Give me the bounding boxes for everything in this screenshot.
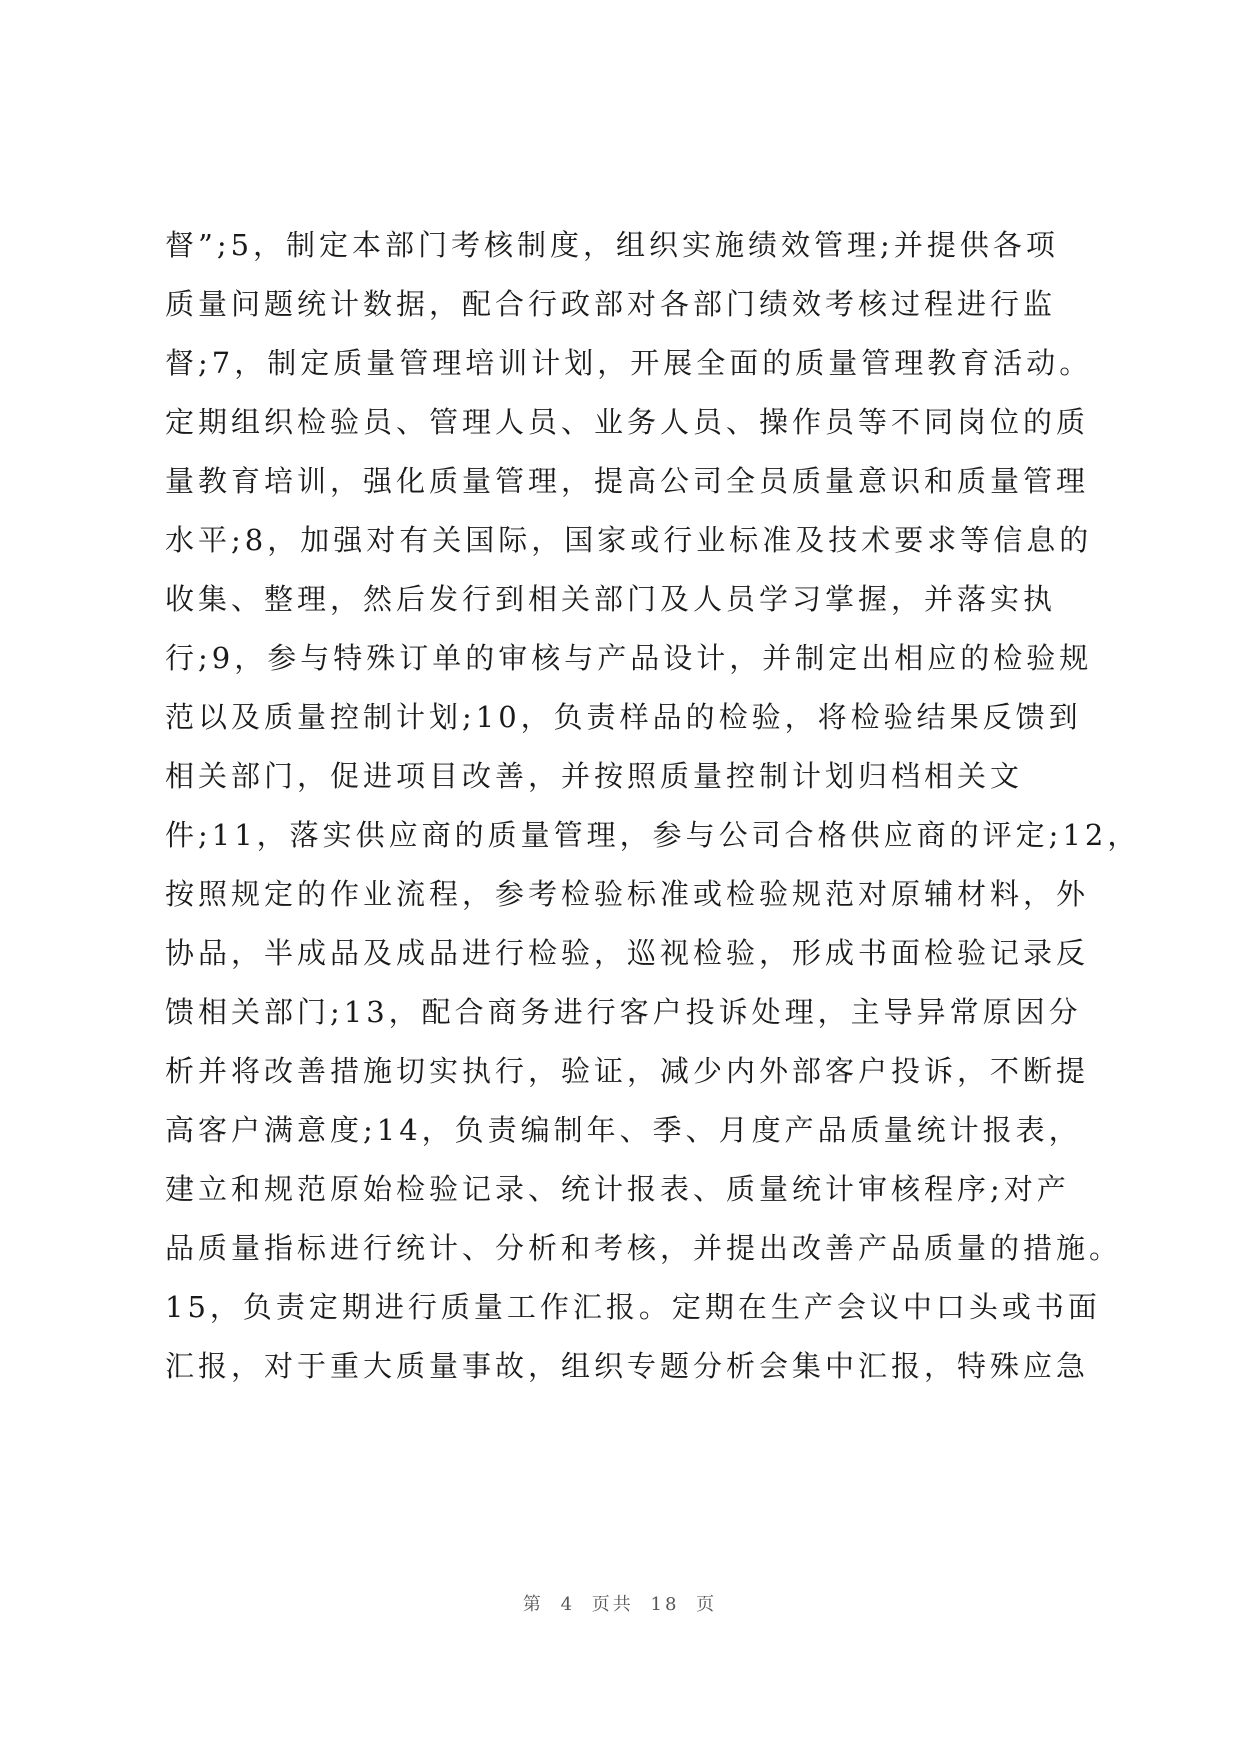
text-line: 按照规定的作业流程，参考检验标准或检验规范对原辅材料，外 — [165, 877, 1090, 911]
text-line: 量教育培训，强化质量管理，提高公司全员质量意识和质量管理 — [165, 464, 1090, 498]
text-line: 汇报，对于重大质量事故，组织专题分析会集中汇报，特殊应急 — [165, 1349, 1090, 1383]
text-line: 15，负责定期进行质量工作汇报。定期在生产会议中口头或书面 — [165, 1290, 1101, 1324]
text-line: 督”;5，制定本部门考核制度，组织实施绩效管理;并提供各项 — [165, 228, 1059, 262]
text-line: 协品，半成品及成品进行检验，巡视检验，形成书面检验记录反 — [165, 936, 1090, 970]
text-line: 建立和规范原始检验记录、统计报表、质量统计审核程序;对产 — [165, 1172, 1070, 1206]
text-line: 收集、整理，然后发行到相关部门及人员学习掌握，并落实执 — [165, 582, 1057, 616]
text-line: 馈相关部门;13，配合商务进行客户投诉处理，主导异常原因分 — [165, 995, 1082, 1029]
page-number-footer: 第 4 页共 18 页 — [522, 1594, 718, 1615]
text-line: 件;11，落实供应商的质量管理，参与公司合格供应商的评定;12， — [165, 818, 1141, 852]
text-line: 定期组织检验员、管理人员、业务人员、操作员等不同岗位的质 — [165, 405, 1090, 439]
text-line: 质量问题统计数据，配合行政部对各部门绩效考核过程进行监 — [165, 287, 1057, 321]
text-line: 析并将改善措施切实执行，验证，减少内外部客户投诉，不断提 — [165, 1054, 1090, 1088]
text-line: 相关部门，促进项目改善，并按照质量控制计划归档相关文 — [165, 759, 1024, 793]
text-line: 高客户满意度;14，负责编制年、季、月度产品质量统计报表， — [165, 1113, 1082, 1147]
text-line: 水平;8，加强对有关国际，国家或行业标准及技术要求等信息的 — [165, 523, 1093, 557]
text-line: 范以及质量控制计划;10，负责样品的检验，将检验结果反馈到 — [165, 700, 1082, 734]
text-line: 督;7，制定质量管理培训计划，开展全面的质量管理教育活动。 — [165, 346, 1093, 380]
text-line: 品质量指标进行统计、分析和考核，并提出改善产品质量的措施。 — [165, 1231, 1123, 1265]
text-line: 行;9，参与特殊订单的审核与产品设计，并制定出相应的检验规 — [165, 641, 1093, 675]
